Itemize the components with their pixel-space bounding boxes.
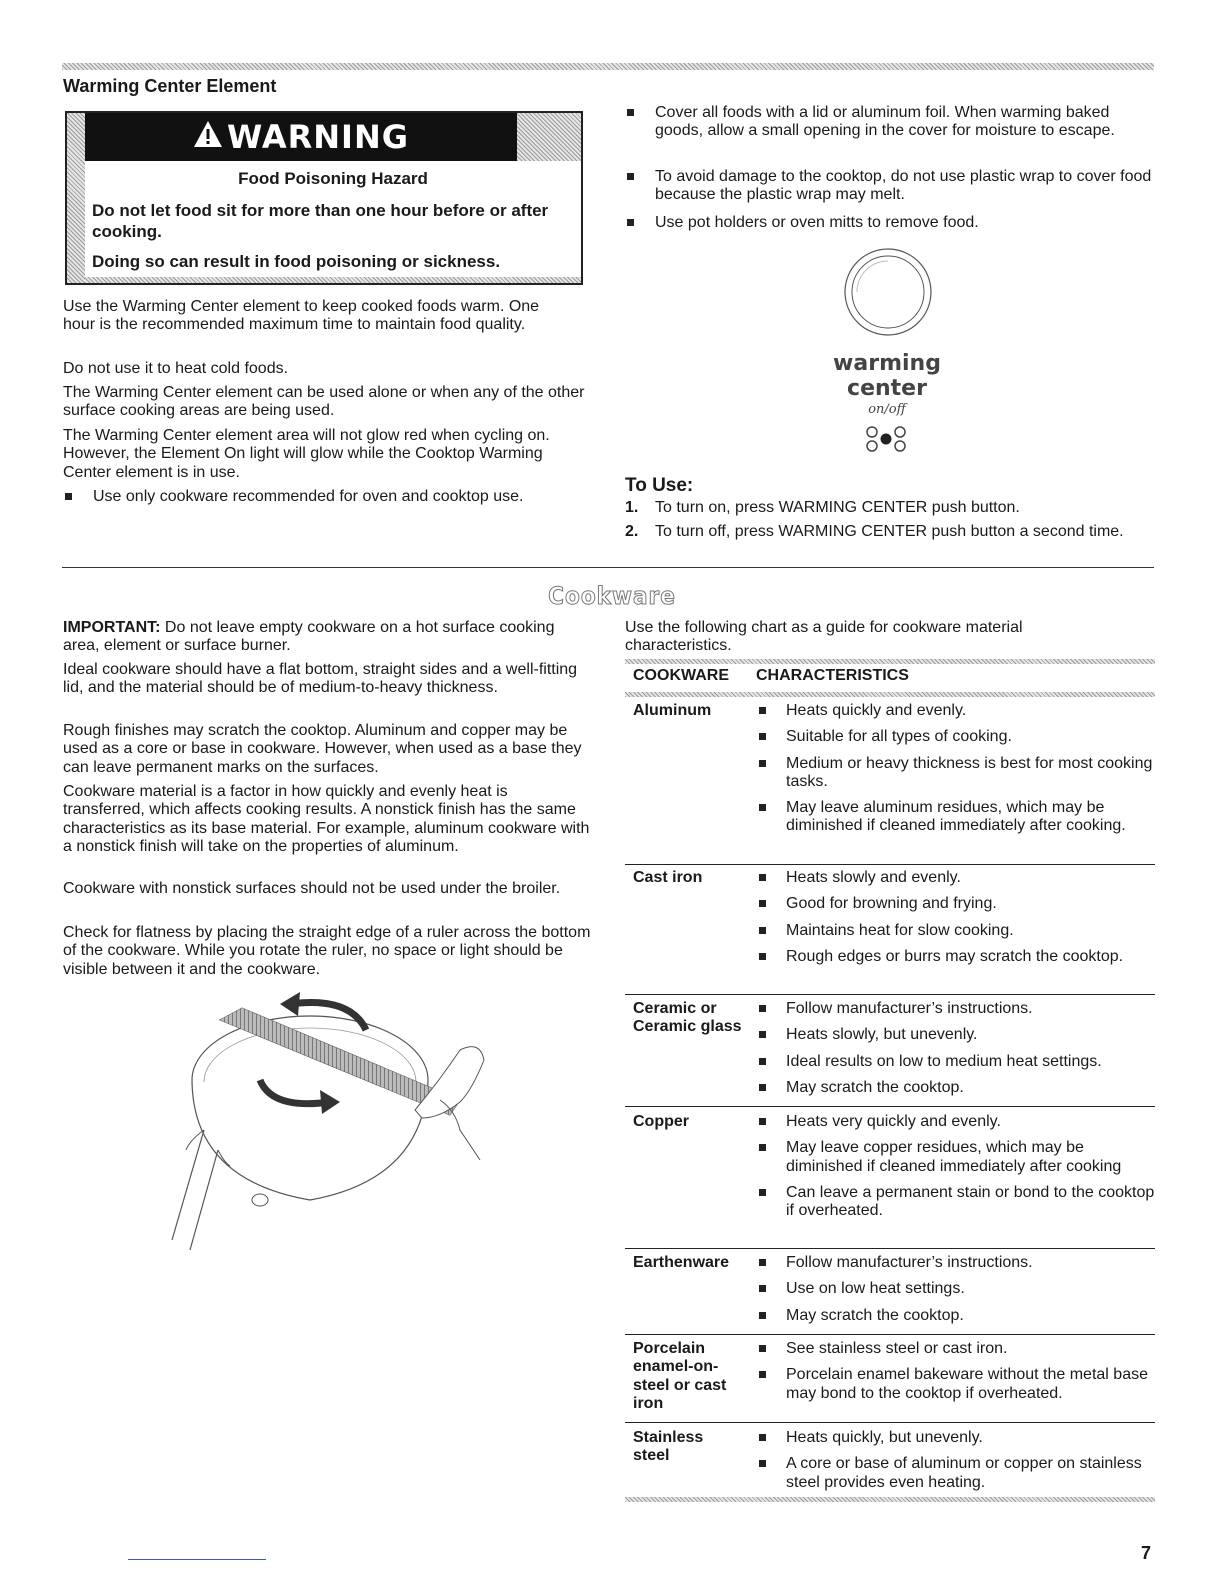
important-paragraph [63, 619, 573, 656]
row-material: Aluminum [633, 702, 712, 719]
row-item: Heats slowly and evenly. [756, 869, 1156, 887]
row-item: Rough edges or burrs may scratch the cooktop. [756, 948, 1156, 966]
warning-box [65, 111, 583, 285]
row-item: Heats very quickly and evenly. [756, 1113, 1156, 1131]
cookware-paragraph-2: Rough finishes may scratch the cooktop. Aluminum and copper may be used as a core or base in cookware. However, when used as a base they can leave permanent marks on the surfaces. [63, 722, 582, 776]
warning-banner-text: WARNING [227, 118, 409, 156]
row-material: Stainless steel [633, 1429, 704, 1465]
row-item: Use on low heat settings. [756, 1280, 1156, 1298]
cookware-paragraph-4: Cookware with nonstick surfaces should not be used under the broiler. [63, 880, 561, 897]
row-item: See stainless steel or cast iron. [756, 1340, 1156, 1358]
row-items [756, 1000, 1156, 1105]
cookware-paragraph-1: Ideal cookware should have a flat bottom, straight sides and a well-fitting lid, and the material should be of medium-to-heavy thickness. [63, 661, 578, 697]
footer-rule [128, 1559, 266, 1560]
row-material: Earthenware [633, 1254, 730, 1271]
warming-right-bullet-3: Use pot holders or oven mitts to remove food. [625, 214, 1155, 232]
on-off-label: on/off [868, 402, 906, 417]
warning-hazard-title: Food Poisoning Hazard [238, 169, 428, 188]
row-item: May scratch the cooktop. [756, 1079, 1156, 1097]
warning-bottom-pattern [85, 277, 581, 283]
row-item: May scratch the cooktop. [756, 1307, 1156, 1325]
warning-triangle-icon [193, 118, 223, 156]
row-item: Porcelain enamel bakeware without the metal base may bond to the cooktop if overheated. [756, 1366, 1156, 1403]
table-top-rule [625, 659, 1155, 664]
warming-label: warming [833, 351, 941, 376]
element-on-light-icon [864, 425, 910, 458]
row-item: Suitable for all types of cooking. [756, 728, 1156, 746]
section-heading: Warming Center Element [63, 76, 277, 96]
cookware-title: Cookware [548, 582, 676, 610]
row-item: Good for browning and frying. [756, 895, 1156, 913]
top-rule [62, 63, 1154, 70]
row-item: May leave aluminum residues, which may be diminished if cleaned immediately after cooking. [756, 799, 1156, 836]
step-text: To turn off, press WARMING CENTER push button a second time. [655, 523, 1124, 540]
warning-banner [85, 113, 517, 161]
row-items [756, 1340, 1156, 1411]
row-items [756, 1254, 1156, 1333]
row-item: Heats slowly, but unevenly. [756, 1026, 1156, 1044]
row-item: Medium or heavy thickness is best for most cooking tasks. [756, 755, 1156, 792]
warming-left-bullet: Use only cookware recommended for oven and cooktop use. [63, 488, 593, 506]
row-items [756, 702, 1156, 844]
to-use-heading: To Use: [625, 475, 694, 496]
table-row [625, 1429, 1155, 1495]
table-bottom-rule [625, 1497, 1155, 1502]
row-item: Ideal results on low to medium heat settings. [756, 1053, 1156, 1071]
table-header-characteristics: CHARACTERISTICS [756, 667, 909, 684]
important-text: Do not leave empty cookware on a hot surface cooking area, element or surface burner. [63, 619, 555, 655]
row-material: Porcelain enamel-on-steel or cast iron [633, 1340, 727, 1412]
warming-paragraph-3: The Warming Center element can be used alone or when any of the other surface cooking areas are being used. [63, 384, 585, 420]
row-item: A core or base of aluminum or copper on stainless steel provides even heating. [756, 1455, 1156, 1492]
warning-line-2: Doing so can result in food poisoning or sickness. [92, 252, 501, 271]
row-material: Copper [633, 1113, 689, 1130]
table-header-rule [625, 692, 1155, 697]
row-material: Cast iron [633, 869, 703, 886]
warming-right-bullet-2: To avoid damage to the cooktop, do not use plastic wrap to cover food because the plastic wrap may melt. [625, 168, 1155, 205]
table-row [625, 1340, 1155, 1423]
row-material: Ceramic or Ceramic glass [633, 1000, 742, 1036]
warning-corner-pattern [517, 113, 581, 161]
section-divider [62, 567, 1154, 568]
row-item: Can leave a permanent stain or bond to the cooktop if overheated. [756, 1184, 1156, 1221]
pan-ruler-illustration [160, 990, 500, 1265]
table-header-cookware: COOKWARE [633, 667, 729, 684]
row-items [756, 869, 1156, 974]
row-items [756, 1113, 1156, 1228]
chart-intro: Use the following chart as a guide for cookware material characteristics. [625, 619, 1023, 655]
table-row [625, 1000, 1155, 1107]
important-label: IMPORTANT: [63, 619, 161, 636]
center-label: center [847, 376, 927, 401]
row-item: May leave copper residues, which may be diminished if cleaned immediately after cooking [756, 1139, 1156, 1176]
table-row [625, 1113, 1155, 1249]
warming-paragraph-4: The Warming Center element area will not glow red when cycling on. However, the Element On light will glow while the Cooktop Warming Center element is in use. [63, 427, 550, 481]
step-text: To turn on, press WARMING CENTER push button. [655, 499, 1020, 516]
row-items [756, 1429, 1156, 1500]
warming-right-bullet-1: Cover all foods with a lid or aluminum foil. When warming baked goods, allow a small opening in the cover for moisture to escape. [625, 104, 1155, 141]
table-row [625, 1254, 1155, 1335]
table-row [625, 702, 1155, 865]
warning-side-pattern [67, 113, 85, 283]
step-number: 1. [625, 499, 639, 516]
page-number: 7 [1140, 1543, 1151, 1563]
warming-paragraph-2: Do not use it to heat cold foods. [63, 360, 289, 377]
warming-center-button-icon [843, 247, 933, 342]
warning-line-1: Do not let food sit for more than one hour before or after cooking. [92, 201, 549, 241]
row-item: Heats quickly and evenly. [756, 702, 1156, 720]
row-item: Heats quickly, but unevenly. [756, 1429, 1156, 1447]
row-item: Follow manufacturer’s instructions. [756, 1254, 1156, 1272]
cookware-paragraph-3: Cookware material is a factor in how quickly and evenly heat is transferred, which affects cooking results. A nonstick finish has the same characteristics as its base material. For example, aluminum cookware with a nonstick finish will take on the properties of aluminum. [63, 783, 590, 855]
cookware-paragraph-5: Check for flatness by placing the straight edge of a ruler across the bottom of the cookware. While you rotate the ruler, no space or light should be visible between it and the cookware. [63, 924, 591, 978]
row-item: Follow manufacturer’s instructions. [756, 1000, 1156, 1018]
table-row [625, 869, 1155, 995]
warming-paragraph-1: Use the Warming Center element to keep cooked foods warm. One hour is the recommended maximum time to maintain food quality. [63, 298, 540, 334]
row-item: Maintains heat for slow cooking. [756, 922, 1156, 940]
step-number: 2. [625, 523, 639, 540]
